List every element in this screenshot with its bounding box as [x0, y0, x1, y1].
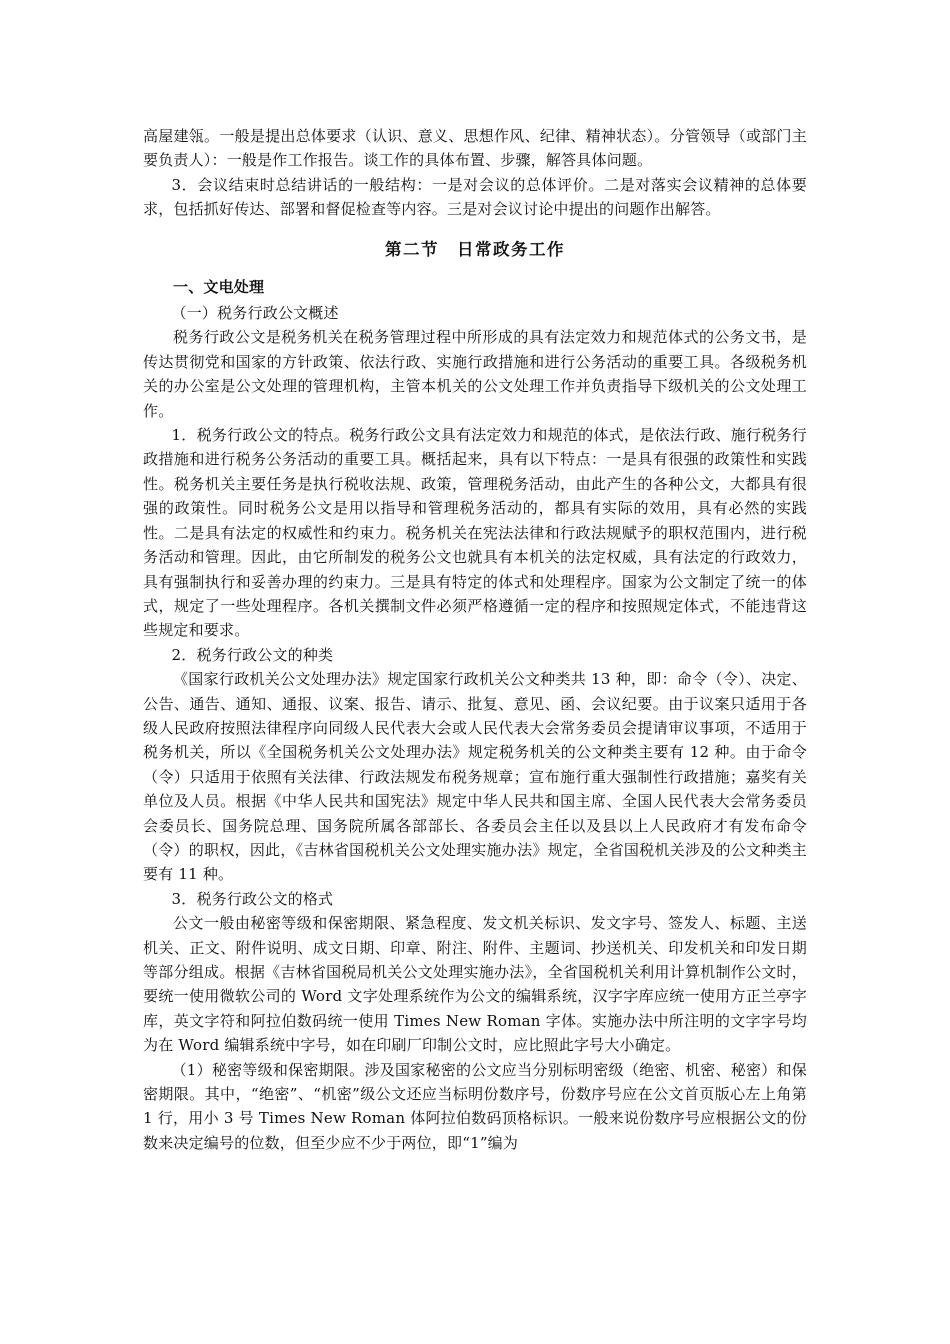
document-body: [143, 124, 807, 1155]
paragraph-meeting-summary: 3．会议结束时总结讲话的一般结构：一是对会议的总体评价。二是对落实会议精神的总体要求，包括抓好传达、部署和督促检查等内容。三是对会议讨论中提出的问题作出解答。: [143, 175, 807, 219]
subheading-tax-document-overview: （一）税务行政公文概述: [171, 304, 339, 323]
heading-document-format: 3．税务行政公文的格式: [171, 889, 334, 908]
paragraph-features: 1．税务行政公文的特点。税务行政公文具有法定效力和规范的体式，是依法行政、施行税务行政措施和进行税务公务活动的重要工具。概括起来，具有以下特点：一是具有很强的政策性和实践性。税务机关主要任务是执行税收法规、政策，管理税务活动，由此产生的各种公文，大都具有很强的政策性。同时税务公文是用以指导和管理税务活动的，都具有实际的效用，具有必然的实践性。二是具有法定的权威性和约束力。税务机关在宪法法律和行政法规赋予的职权范围内，进行税务活动和管理。因此，由它所制发的税务公文也就具有本机关的法定权威，具有法定的行政效力，具有强制执行和妥善办理的约束力。三是具有特定的体式和处理程序。国家为公文制定了统一的体式，规定了一些处理程序。各机关撰制文件必须严格遵循一定的程序和按照规定体式，不能违背这些规定和要求。: [143, 426, 807, 640]
paragraph-meeting-leaders: 高屋建瓴。一般是提出总体要求（认识、意义、思想作风、纪律、精神状态）。分管领导（或部门主要负责人）：一般是作工作报告。谈工作的具体布置、步骤，解答具体问题。: [143, 127, 807, 170]
heading-document-handling: 一、文电处理: [173, 277, 265, 296]
paragraph-secrecy-level: （1）秘密等级和保密期限。涉及国家秘密的公文应当分别标明密级（绝密、机密、秘密）和保密期限。其中，“绝密”、“机密”级公文还应当标明份数序号，份数序号应在公文首页版心左上角第 1 行，用小 3 号 Times New Roman 体阿拉伯数码顶格标识。一般来说份数序号应根据公文的份数来决定编号的位数，但至少应不少于两位，即“1”编为: [143, 1060, 807, 1152]
paragraph-document-format: 公文一般由秘密等级和保密期限、紧急程度、发文机关标识、发文字号、签发人、标题、主送机关、正文、附件说明、成文日期、印章、附注、附件、主题词、抄送机关、印发机关和印发日期等部分组成。根据《吉林省国税局机关公文处理实施办法》，全省国税机关利用计算机制作公文时，要统一使用微软公司的 Word 文字处理系统作为公文的编辑系统，汉字字库应统一使用方正兰亭字库，英文字符和阿拉伯数码统一使用 Times New Roman 字体。实施办法中所注明的文字字号均为在 Word 编辑系统中字号，如在印刷厂印制公文时，应比照此字号大小确定。: [143, 914, 807, 1055]
section-title: 第二节 日常政务工作: [385, 239, 565, 259]
heading-document-types: 2．税务行政公文的种类: [171, 645, 334, 664]
paragraph-overview: 税务行政公文是税务机关在税务管理过程中所形成的具有法定效力和规范体式的公务文书，是传达贯彻党和国家的方针政策、依法行政、实施行政措施和进行公务活动的重要工具。各级税务机关的办公室是公文处理的管理机构，主管本机关的公文处理工作并负责指导下级机关的公文处理工作。: [143, 328, 807, 420]
paragraph-document-types: 《国家行政机关公文处理办法》规定国家行政机关公文种类共 13 种，即：命令（令）、决定、公告、通告、通知、通报、议案、报告、请示、批复、意见、函、会议纪要。由于议案只适用于各级人民政府按照法律程序向同级人民代表大会或人民代表大会常务委员会提请审议事项，不适用于税务机关，所以《全国税务机关公文处理办法》规定税务机关的公文种类主要有 12 种。由于命令（令）只适用于依照有关法律、行政法规发布税务规章；宣布施行重大强制性行政措施；嘉奖有关单位及人员。根据《中华人民共和国宪法》规定中华人民共和国主席、全国人民代表大会常务委员会委员长、国务院总理、国务院所属各部部长、各委员会主任以及县以上人民政府才有发布命令（令）的职权，因此，《吉林省国税机关公文处理实施办法》规定，全省国税机关涉及的公文种类主要有 11 种。: [143, 670, 807, 884]
